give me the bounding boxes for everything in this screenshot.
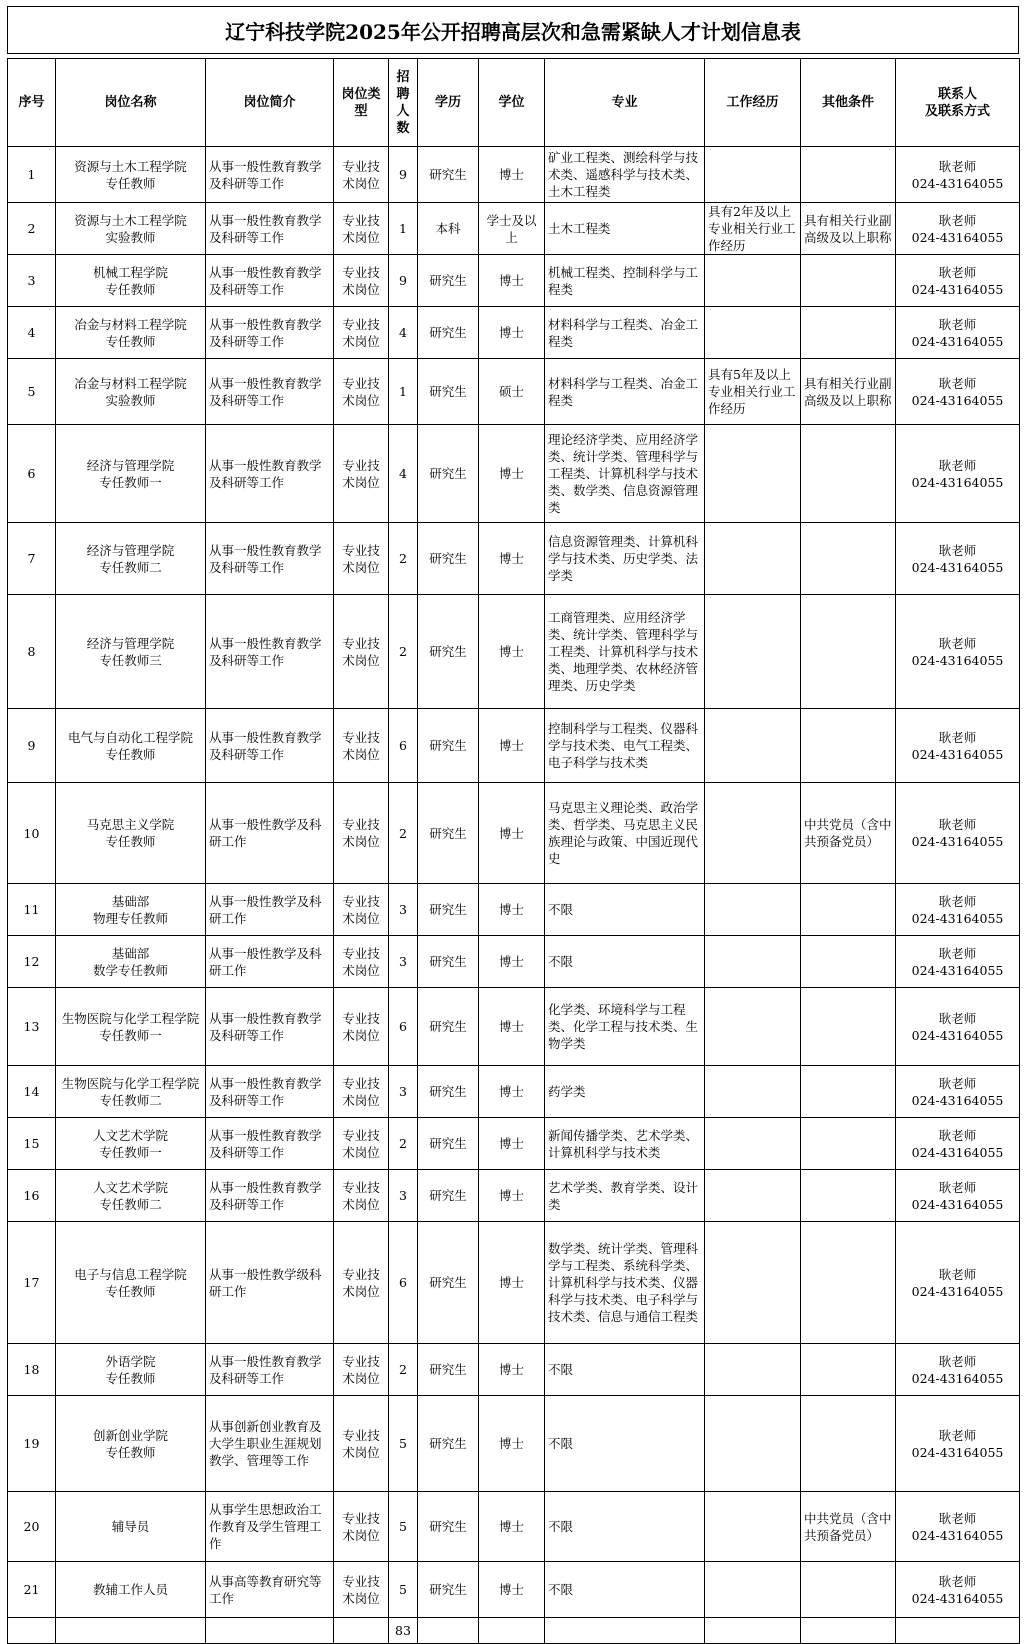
cell-type: 专业技术岗位	[334, 1170, 389, 1222]
cell-major: 艺术学类、教育学类、设计类	[545, 1170, 705, 1222]
cell-degree: 博士	[479, 988, 545, 1066]
cell-degree: 博士	[479, 1492, 545, 1562]
table-row	[8, 1396, 1020, 1492]
cell-other: 具有相关行业副高级及以上职称	[801, 359, 896, 425]
cell-major: 马克思主义理论类、政治学类、哲学类、马克思主义民族理论与政策、中国近现代史	[545, 783, 705, 884]
cell-contact: 耿老师 024-43164055	[896, 783, 1020, 884]
cell-no: 19	[8, 1396, 56, 1492]
header-desc: 岗位简介	[206, 59, 334, 147]
table-row	[8, 425, 1020, 523]
cell-exp	[705, 1492, 801, 1562]
cell-type: 专业技术岗位	[334, 1222, 389, 1344]
cell-desc: 从事一般性教学及科研工作	[206, 936, 334, 988]
cell-edu: 研究生	[418, 595, 479, 709]
cell-no: 14	[8, 1066, 56, 1118]
cell-count: 6	[389, 709, 418, 783]
cell-major: 不限	[545, 1396, 705, 1492]
total-row	[8, 1618, 1020, 1644]
cell-degree: 博士	[479, 1396, 545, 1492]
cell-exp	[705, 1344, 801, 1396]
cell-major: 材料科学与工程类、冶金工程类	[545, 307, 705, 359]
cell-count: 2	[389, 595, 418, 709]
cell-type: 专业技术岗位	[334, 988, 389, 1066]
cell-exp	[705, 425, 801, 523]
cell-other	[801, 1396, 896, 1492]
cell-contact: 耿老师 024-43164055	[896, 709, 1020, 783]
total-cell-empty	[334, 1618, 389, 1644]
cell-exp	[705, 988, 801, 1066]
table-row	[8, 1118, 1020, 1170]
cell-desc: 从事一般性教育教学及科研等工作	[206, 203, 334, 255]
cell-edu: 研究生	[418, 1170, 479, 1222]
cell-name: 马克思主义学院 专任教师	[56, 783, 206, 884]
cell-count: 5	[389, 1492, 418, 1562]
cell-degree: 博士	[479, 307, 545, 359]
cell-name: 冶金与材料工程学院 专任教师	[56, 307, 206, 359]
cell-edu: 研究生	[418, 1222, 479, 1344]
cell-no: 16	[8, 1170, 56, 1222]
cell-no: 11	[8, 884, 56, 936]
table-row	[8, 359, 1020, 425]
cell-other	[801, 936, 896, 988]
cell-contact: 耿老师 024-43164055	[896, 595, 1020, 709]
cell-contact: 耿老师 024-43164055	[896, 988, 1020, 1066]
cell-type: 专业技术岗位	[334, 1118, 389, 1170]
cell-name: 外语学院 专任教师	[56, 1344, 206, 1396]
cell-major: 信息资源管理类、计算机科学与技术类、历史学类、法学类	[545, 523, 705, 595]
cell-major: 数学类、统计学类、管理科学与工程类、系统科学类、计算机科学与技术类、仪器科学与技术类、电子科学与技术类、信息与通信工程类	[545, 1222, 705, 1344]
cell-contact: 耿老师 024-43164055	[896, 255, 1020, 307]
cell-exp	[705, 884, 801, 936]
cell-type: 专业技术岗位	[334, 595, 389, 709]
cell-edu: 研究生	[418, 783, 479, 884]
cell-edu: 研究生	[418, 988, 479, 1066]
cell-other: 中共党员（含中共预备党员）	[801, 1492, 896, 1562]
cell-degree: 博士	[479, 936, 545, 988]
cell-degree: 博士	[479, 1344, 545, 1396]
cell-count: 1	[389, 359, 418, 425]
cell-type: 专业技术岗位	[334, 709, 389, 783]
table-row	[8, 1066, 1020, 1118]
cell-no: 1	[8, 147, 56, 203]
cell-contact: 耿老师 024-43164055	[896, 1222, 1020, 1344]
cell-major: 控制科学与工程类、仪器科学与技术类、电气工程类、电子科学与技术类	[545, 709, 705, 783]
cell-exp	[705, 1118, 801, 1170]
table-row	[8, 255, 1020, 307]
cell-edu: 研究生	[418, 1344, 479, 1396]
cell-count: 1	[389, 203, 418, 255]
cell-name: 创新创业学院 专任教师	[56, 1396, 206, 1492]
cell-other	[801, 1118, 896, 1170]
cell-major: 土木工程类	[545, 203, 705, 255]
table-row	[8, 147, 1020, 203]
total-cell-empty	[545, 1618, 705, 1644]
cell-degree: 博士	[479, 783, 545, 884]
cell-other: 中共党员（含中共预备党员）	[801, 783, 896, 884]
cell-desc: 从事学生思想政治工作教育及学生管理工作	[206, 1492, 334, 1562]
cell-degree: 博士	[479, 884, 545, 936]
cell-type: 专业技术岗位	[334, 203, 389, 255]
cell-degree: 博士	[479, 1066, 545, 1118]
cell-edu: 研究生	[418, 1492, 479, 1562]
cell-degree: 博士	[479, 709, 545, 783]
header-edu: 学历	[418, 59, 479, 147]
cell-count: 9	[389, 255, 418, 307]
cell-name: 经济与管理学院 专任教师二	[56, 523, 206, 595]
cell-degree: 博士	[479, 523, 545, 595]
cell-contact: 耿老师 024-43164055	[896, 884, 1020, 936]
cell-edu: 研究生	[418, 147, 479, 203]
cell-count: 4	[389, 307, 418, 359]
cell-type: 专业技术岗位	[334, 936, 389, 988]
cell-edu: 研究生	[418, 1066, 479, 1118]
cell-major: 不限	[545, 1344, 705, 1396]
cell-no: 3	[8, 255, 56, 307]
cell-name: 电气与自动化工程学院 专任教师	[56, 709, 206, 783]
cell-no: 5	[8, 359, 56, 425]
header-exp: 工作经历	[705, 59, 801, 147]
cell-desc: 从事一般性教育教学及科研等工作	[206, 1344, 334, 1396]
cell-exp	[705, 307, 801, 359]
table-row	[8, 595, 1020, 709]
cell-type: 专业技术岗位	[334, 1344, 389, 1396]
cell-name: 人文艺术学院 专任教师一	[56, 1118, 206, 1170]
cell-desc: 从事一般性教育教学及科研等工作	[206, 307, 334, 359]
cell-major: 材料科学与工程类、冶金工程类	[545, 359, 705, 425]
cell-major: 不限	[545, 1492, 705, 1562]
cell-desc: 从事一般性教育教学及科研等工作	[206, 1066, 334, 1118]
cell-other	[801, 1066, 896, 1118]
cell-other: 具有相关行业副高级及以上职称	[801, 203, 896, 255]
cell-name: 电子与信息工程学院 专任教师	[56, 1222, 206, 1344]
cell-count: 3	[389, 1066, 418, 1118]
cell-edu: 研究生	[418, 255, 479, 307]
cell-no: 6	[8, 425, 56, 523]
cell-edu: 研究生	[418, 425, 479, 523]
table-row	[8, 307, 1020, 359]
cell-count: 5	[389, 1562, 418, 1618]
cell-other	[801, 709, 896, 783]
cell-no: 7	[8, 523, 56, 595]
cell-count: 2	[389, 1344, 418, 1396]
cell-no: 18	[8, 1344, 56, 1396]
header-type: 岗位类型	[334, 59, 389, 147]
cell-type: 专业技术岗位	[334, 884, 389, 936]
cell-no: 4	[8, 307, 56, 359]
cell-count: 2	[389, 783, 418, 884]
cell-contact: 耿老师 024-43164055	[896, 1118, 1020, 1170]
cell-name: 基础部 数学专任教师	[56, 936, 206, 988]
total-cell-empty	[56, 1618, 206, 1644]
cell-contact: 耿老师 024-43164055	[896, 425, 1020, 523]
page-title: 辽宁科技学院2025年公开招聘高层次和急需紧缺人才计划信息表	[225, 19, 801, 44]
cell-degree: 博士	[479, 1118, 545, 1170]
cell-exp	[705, 1170, 801, 1222]
cell-edu: 研究生	[418, 936, 479, 988]
cell-other	[801, 1562, 896, 1618]
cell-count: 3	[389, 936, 418, 988]
cell-contact: 耿老师 024-43164055	[896, 1492, 1020, 1562]
cell-contact: 耿老师 024-43164055	[896, 523, 1020, 595]
cell-name: 基础部 物理专任教师	[56, 884, 206, 936]
cell-other	[801, 523, 896, 595]
cell-degree: 博士	[479, 147, 545, 203]
cell-other	[801, 147, 896, 203]
cell-major: 药学类	[545, 1066, 705, 1118]
cell-count: 9	[389, 147, 418, 203]
cell-edu: 研究生	[418, 1562, 479, 1618]
cell-edu: 研究生	[418, 884, 479, 936]
cell-type: 专业技术岗位	[334, 1396, 389, 1492]
cell-count: 2	[389, 1118, 418, 1170]
cell-desc: 从事一般性教学及科研工作	[206, 884, 334, 936]
header-major: 专业	[545, 59, 705, 147]
cell-desc: 从事创新创业教育及大学生职业生涯规划教学、管理等工作	[206, 1396, 334, 1492]
cell-other	[801, 988, 896, 1066]
cell-name: 经济与管理学院 专任教师一	[56, 425, 206, 523]
cell-contact: 耿老师 024-43164055	[896, 147, 1020, 203]
cell-edu: 研究生	[418, 709, 479, 783]
cell-major: 理论经济学类、应用经济学类、统计学类、管理科学与工程类、计算机科学与技术类、数学类、信息资源管理类	[545, 425, 705, 523]
table-row	[8, 1170, 1020, 1222]
cell-no: 10	[8, 783, 56, 884]
cell-no: 8	[8, 595, 56, 709]
cell-name: 冶金与材料工程学院 实验教师	[56, 359, 206, 425]
cell-no: 9	[8, 709, 56, 783]
total-cell-empty	[896, 1618, 1020, 1644]
cell-major: 矿业工程类、测绘科学与技术类、遥感科学与技术类、土木工程类	[545, 147, 705, 203]
cell-other	[801, 595, 896, 709]
cell-desc: 从事一般性教育教学及科研等工作	[206, 255, 334, 307]
cell-type: 专业技术岗位	[334, 523, 389, 595]
table-row	[8, 1492, 1020, 1562]
header-row	[8, 59, 1020, 147]
cell-desc: 从事一般性教学及科研工作	[206, 783, 334, 884]
cell-exp	[705, 936, 801, 988]
header-name: 岗位名称	[56, 59, 206, 147]
cell-exp: 具有2年及以上专业相关行业工作经历	[705, 203, 801, 255]
cell-degree: 硕士	[479, 359, 545, 425]
cell-name: 机械工程学院 专任教师	[56, 255, 206, 307]
cell-type: 专业技术岗位	[334, 425, 389, 523]
title-box	[7, 6, 1019, 54]
cell-exp	[705, 1396, 801, 1492]
cell-no: 15	[8, 1118, 56, 1170]
table-row	[8, 203, 1020, 255]
cell-degree: 博士	[479, 1170, 545, 1222]
cell-other	[801, 307, 896, 359]
cell-exp	[705, 523, 801, 595]
total-cell-empty	[705, 1618, 801, 1644]
cell-edu: 本科	[418, 203, 479, 255]
cell-other	[801, 1344, 896, 1396]
cell-desc: 从事一般性教育教学及科研等工作	[206, 709, 334, 783]
cell-count: 4	[389, 425, 418, 523]
cell-count: 2	[389, 523, 418, 595]
cell-name: 生物医院与化学工程学院 专任教师二	[56, 1066, 206, 1118]
cell-no: 12	[8, 936, 56, 988]
cell-exp	[705, 255, 801, 307]
cell-contact: 耿老师 024-43164055	[896, 1170, 1020, 1222]
cell-count: 3	[389, 1170, 418, 1222]
cell-other	[801, 425, 896, 523]
cell-desc: 从事一般性教育教学及科研等工作	[206, 988, 334, 1066]
cell-contact: 耿老师 024-43164055	[896, 1562, 1020, 1618]
cell-major: 工商管理类、应用经济学类、统计学类、管理科学与工程类、计算机科学与技术类、地理学类、农林经济管理类、历史学类	[545, 595, 705, 709]
cell-type: 专业技术岗位	[334, 147, 389, 203]
cell-name: 辅导员	[56, 1492, 206, 1562]
total-cell-empty	[801, 1618, 896, 1644]
cell-type: 专业技术岗位	[334, 1562, 389, 1618]
cell-edu: 研究生	[418, 1396, 479, 1492]
cell-degree: 博士	[479, 425, 545, 523]
table-row	[8, 884, 1020, 936]
cell-no: 17	[8, 1222, 56, 1344]
cell-exp	[705, 595, 801, 709]
table-row	[8, 709, 1020, 783]
cell-name: 教辅工作人员	[56, 1562, 206, 1618]
table-row	[8, 1562, 1020, 1618]
header-no: 序号	[8, 59, 56, 147]
cell-no: 21	[8, 1562, 56, 1618]
table-row	[8, 783, 1020, 884]
cell-exp	[705, 1562, 801, 1618]
header-contact: 联系人 及联系方式	[896, 59, 1020, 147]
cell-contact: 耿老师 024-43164055	[896, 936, 1020, 988]
cell-type: 专业技术岗位	[334, 307, 389, 359]
cell-major: 不限	[545, 936, 705, 988]
cell-type: 专业技术岗位	[334, 1492, 389, 1562]
total-cell-empty	[206, 1618, 334, 1644]
cell-name: 生物医院与化学工程学院 专任教师一	[56, 988, 206, 1066]
cell-desc: 从事一般性教育教学及科研等工作	[206, 359, 334, 425]
cell-desc: 从事一般性教育教学及科研等工作	[206, 147, 334, 203]
cell-count: 6	[389, 1222, 418, 1344]
cell-contact: 耿老师 024-43164055	[896, 359, 1020, 425]
cell-degree: 博士	[479, 595, 545, 709]
cell-edu: 研究生	[418, 359, 479, 425]
cell-name: 资源与土木工程学院 专任教师	[56, 147, 206, 203]
table-row	[8, 523, 1020, 595]
cell-major: 不限	[545, 884, 705, 936]
cell-major: 机械工程类、控制科学与工程类	[545, 255, 705, 307]
cell-name: 经济与管理学院 专任教师三	[56, 595, 206, 709]
cell-no: 13	[8, 988, 56, 1066]
cell-other	[801, 1170, 896, 1222]
cell-degree: 学士及以上	[479, 203, 545, 255]
cell-desc: 从事一般性教育教学及科研等工作	[206, 1170, 334, 1222]
table-row	[8, 936, 1020, 988]
cell-contact: 耿老师 024-43164055	[896, 203, 1020, 255]
cell-major: 新闻传播学类、艺术学类、计算机科学与技术类	[545, 1118, 705, 1170]
cell-exp	[705, 147, 801, 203]
cell-name: 资源与土木工程学院 实验教师	[56, 203, 206, 255]
cell-other	[801, 884, 896, 936]
cell-type: 专业技术岗位	[334, 1066, 389, 1118]
cell-degree: 博士	[479, 1562, 545, 1618]
table-row	[8, 988, 1020, 1066]
cell-degree: 博士	[479, 255, 545, 307]
table-row	[8, 1344, 1020, 1396]
cell-exp: 具有5年及以上专业相关行业工作经历	[705, 359, 801, 425]
cell-desc: 从事一般性教育教学及科研等工作	[206, 523, 334, 595]
cell-edu: 研究生	[418, 523, 479, 595]
recruitment-table	[7, 58, 1020, 1644]
cell-contact: 耿老师 024-43164055	[896, 307, 1020, 359]
cell-other	[801, 255, 896, 307]
cell-exp	[705, 783, 801, 884]
cell-type: 专业技术岗位	[334, 783, 389, 884]
total-cell-empty	[418, 1618, 479, 1644]
cell-type: 专业技术岗位	[334, 255, 389, 307]
cell-type: 专业技术岗位	[334, 359, 389, 425]
cell-major: 不限	[545, 1562, 705, 1618]
total-cell-empty	[479, 1618, 545, 1644]
cell-edu: 研究生	[418, 1118, 479, 1170]
cell-other	[801, 1222, 896, 1344]
header-other: 其他条件	[801, 59, 896, 147]
cell-count: 3	[389, 884, 418, 936]
header-degree: 学位	[479, 59, 545, 147]
cell-desc: 从事一般性教育教学及科研等工作	[206, 595, 334, 709]
cell-name: 人文艺术学院 专任教师二	[56, 1170, 206, 1222]
cell-exp	[705, 709, 801, 783]
cell-desc: 从事高等教育研究等工作	[206, 1562, 334, 1618]
cell-edu: 研究生	[418, 307, 479, 359]
cell-major: 化学类、环境科学与工程类、化学工程与技术类、生物学类	[545, 988, 705, 1066]
cell-contact: 耿老师 024-43164055	[896, 1066, 1020, 1118]
cell-count: 6	[389, 988, 418, 1066]
cell-contact: 耿老师 024-43164055	[896, 1396, 1020, 1492]
cell-no: 20	[8, 1492, 56, 1562]
total-count: 83	[389, 1618, 418, 1644]
cell-desc: 从事一般性教育教学及科研等工作	[206, 425, 334, 523]
cell-count: 5	[389, 1396, 418, 1492]
cell-exp	[705, 1222, 801, 1344]
header-count: 招聘人数	[389, 59, 418, 147]
cell-no: 2	[8, 203, 56, 255]
cell-exp	[705, 1066, 801, 1118]
total-cell-empty	[8, 1618, 56, 1644]
table-row	[8, 1222, 1020, 1344]
cell-desc: 从事一般性教学级科研工作	[206, 1222, 334, 1344]
cell-desc: 从事一般性教育教学及科研等工作	[206, 1118, 334, 1170]
cell-degree: 博士	[479, 1222, 545, 1344]
document-page	[7, 6, 1019, 1644]
cell-contact: 耿老师 024-43164055	[896, 1344, 1020, 1396]
